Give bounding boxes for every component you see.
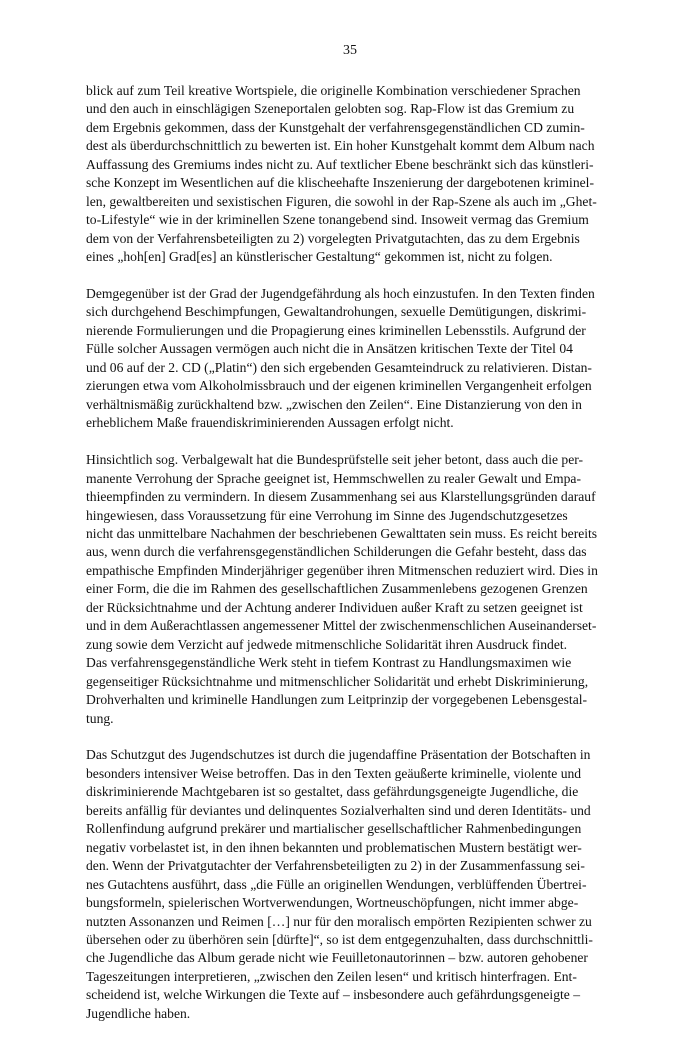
text-line: übersehen oder zu überhören sein [dürfte]“, so ist dem entgegenzuhalten, dass durchschnittli- xyxy=(86,931,593,947)
text-line: nes Gutachtens ausführt, dass „die Fülle an originellen Wendungen, verblüffenden Übertrei- xyxy=(86,876,587,892)
text-line: nicht das unmittelbare Nachahmen der beschriebenen Gewalttaten sein muss. Es reicht bereits xyxy=(86,525,598,541)
text-line: und in dem Außerachtlassen angemessener Mittel der zwischenmenschlichen Auseinanderset- xyxy=(86,618,597,634)
text-line: sich durchgehend Beschimpfungen, Gewaltandrohungen, sexuelle Demütigungen, diskrimi- xyxy=(86,304,587,320)
text-line: und 06 auf der 2. CD („Platin“) den sich ergebenden Gesamteindruck zu relativieren. Distan- xyxy=(86,359,592,375)
text-line: und den auch in einschlägigen Szeneportalen gelobten sog. Rap-Flow ist das Gremium zu xyxy=(86,101,575,117)
text-line: nierende Formulierungen und die Propagierung eines kriminellen Lebensstils. Aufgrund der xyxy=(86,322,586,338)
text-line: Jugendliche haben. xyxy=(86,1005,191,1021)
text-line: diskriminierende Machtgebaren ist so gestaltet, dass gefährdungsgeneigte Jugendliche, die xyxy=(86,784,579,800)
text-line: Rollenfindung aufgrund prekärer und martialischer gesellschaftlicher Rahmenbedingungen xyxy=(86,821,582,837)
text-line: gegenseitiger Rücksichtnahme und mitmenschlicher Solidarität und erhebt Diskriminierung, xyxy=(86,673,589,689)
text-line: dest als überdurchschnittlich zu bewerten ist. Ein hoher Kunstgehalt kommt dem Album nach xyxy=(86,138,595,154)
paragraph-4 xyxy=(86,746,618,1023)
text-line: bungsformeln, spielerischen Wortverwendungen, Wortneuschöpfungen, nicht immer abge- xyxy=(86,895,579,911)
text-line: tung. xyxy=(86,710,114,726)
text-line: Drohverhalten und kriminelle Handlungen zum Leitprinzip der vorgegebenen Lebensgestal- xyxy=(86,692,588,708)
text-line: empathische Empfinden Minderjähriger gegenüber ihren Mitmenschen reduziert wird. Dies in xyxy=(86,562,598,578)
text-line: besonders intensiver Weise betroffen. Das in den Texten geäußerte kriminelle, violente und xyxy=(86,765,582,781)
text-line: che Jugendliche das Album gerade nicht wie Feuilletonautorinnen – bzw. autoren gehobener xyxy=(86,950,588,966)
text-line: der Rücksichtnahme und der Achtung anderer Individuen außer Kraft zu setzen geeignet ist xyxy=(86,599,583,615)
text-line: zierungen etwa vom Alkoholmissbrauch und der eigenen kriminellen Vergangenheit erfolgen xyxy=(86,378,592,394)
text-line: dem von der Verfahrensbeteiligten zu 2) vorgelegten Privatgutachten, das zu dem Ergebnis xyxy=(86,230,580,246)
text-line: erheblichem Maße frauendiskriminierenden Aussagen erfolgt nicht. xyxy=(86,415,454,431)
text-line: Das Schutzgut des Jugendschutzes ist durch die jugendaffine Präsentation der Botschaften in xyxy=(86,747,591,763)
text-line: thieempfinden zu vermindern. In diesem Zusammenhang sei aus Klarstellungsgründen darauf xyxy=(86,489,596,505)
text-line: Tageszeitungen interpretieren, „zwischen den Zeilen lesen“ und kritisch hinterfragen. Ent- xyxy=(86,968,577,984)
text-line: zung sowie dem Verzicht auf jedwede mitmenschliche Solidarität ihren Ausdruck findet. xyxy=(86,636,568,652)
text-line: Fülle solcher Aussagen vermögen auch nicht die in Ansätzen kritischen Texte der Titel 04 xyxy=(86,341,573,357)
body-text xyxy=(86,82,618,1042)
text-line: bereits anfällig für deviantes und delinquentes Sozialverhalten sind und deren Identitäts- und xyxy=(86,802,591,818)
text-line: sche Konzept im Wesentlichen auf die klischeehafte Inszenierung der dargebotenen kriminel- xyxy=(86,175,594,191)
text-line: blick auf zum Teil kreative Wortspiele, die originelle Kombination verschiedener Sprachen xyxy=(86,83,581,98)
text-line: Das verfahrensgegenständliche Werk steht in tiefem Kontrast zu Handlungsmaximen wie xyxy=(86,655,572,671)
text-line: einer Form, die die im Rahmen des gesellschaftlichen Zusammenlebens gezogenen Grenzen xyxy=(86,581,588,597)
text-line: den. Wenn der Privatgutachter der Verfahrensbeteiligten zu 2) in der Zusammenfassung sei- xyxy=(86,858,585,874)
text-line: hingewiesen, dass Voraussetzung für eine Verrohung im Sinne des Jugendschutzgesetzes xyxy=(86,507,568,523)
text-line: eines „hoh[en] Grad[es] an künstlerischer Gestaltung“ gekommen ist, nicht zu folgen. xyxy=(86,249,553,265)
text-line: Demgegenüber ist der Grad der Jugendgefährdung als hoch einzustufen. In den Texten finden xyxy=(86,286,595,302)
text-line: negativ vorbelastet ist, in den ihnen bekannten und problematischen Mustern bestätigt wer- xyxy=(86,839,582,855)
page-number: 35 xyxy=(343,43,357,58)
text-line: Hinsichtlich sog. Verbalgewalt hat die Bundesprüfstelle seit jeher betont, dass auch die per- xyxy=(86,452,584,468)
text-line: scheidend ist, welche Wirkungen die Texte auf – insbesondere auch gefährdungsgeneigte – xyxy=(86,987,581,1003)
paragraph-2 xyxy=(86,285,618,433)
paragraph-1 xyxy=(86,82,618,267)
text-line: manente Verrohung der Sprache geeignet ist, Hemmschwellen zu realer Gewalt und Empa- xyxy=(86,470,581,486)
text-line: Auffassung des Gremiums indes nicht zu. Auf textlicher Ebene beschränkt sich das künstleri- xyxy=(86,156,594,172)
paragraph-3 xyxy=(86,451,618,728)
text-line: nutzten Assonanzen und Reimen […] nur für den moralisch empörten Rezipienten schwer zu xyxy=(86,913,592,929)
text-line: dem Ergebnis gekommen, dass der Kunstgehalt der verfahrensgegenständlichen CD zumin- xyxy=(86,119,585,135)
text-line: aus, wenn durch die verfahrensgegenständlichen Schilderungen die Gefahr besteht, dass das xyxy=(86,544,587,560)
text-line: verhältnismäßig zurückhaltend bzw. „zwischen den Zeilen“. Eine Distanzierung von den in xyxy=(86,396,582,412)
text-line: to-Lifestyle“ wie in der kriminellen Szene tonangebend sind. Insoweit vermag das Gremium xyxy=(86,212,589,228)
text-line: len, gewaltbereiten und sexistischen Figuren, die sowohl in der Rap-Szene als auch im „Ghet- xyxy=(86,193,597,209)
